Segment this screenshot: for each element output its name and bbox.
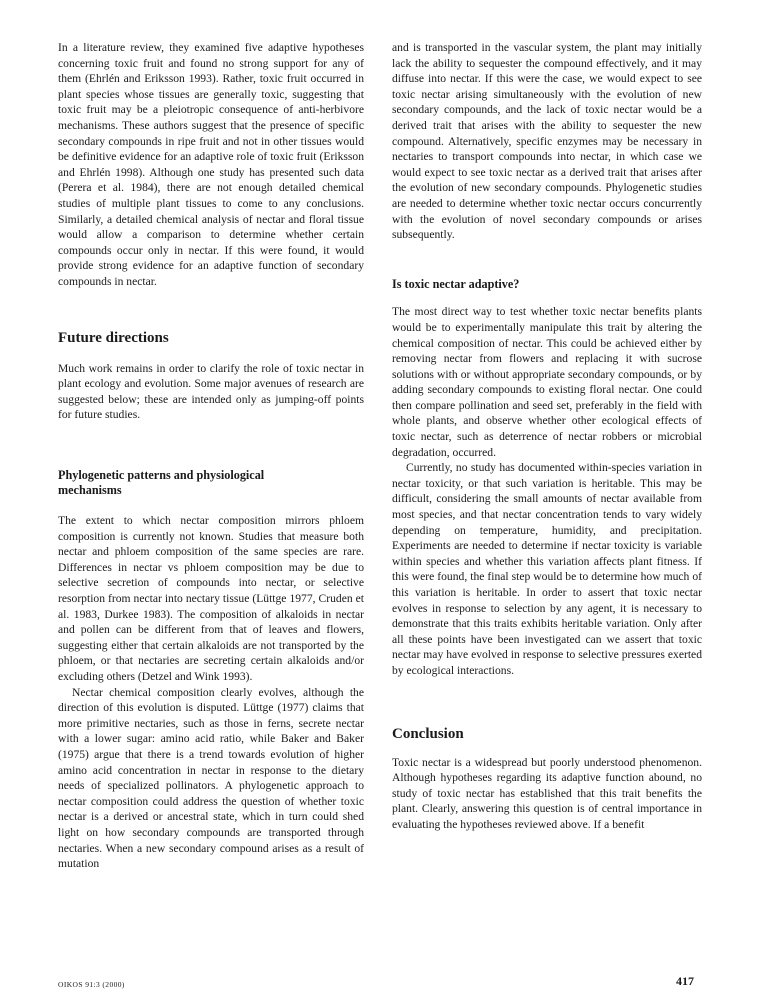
paragraph-toxic-fruit-review: In a literature review, they examined five adaptive hypotheses concerning toxic fruit and found no strong support for any of them (Ehrlén and Eriksson 1993). Rather, toxic fruit occurred in plant species whose tissues are generally toxic, suggesting that toxic fruit may be a pleiotropic consequence of anti-herbivore mechanisms. These authors suggest that the presence of specific secondary compounds in ripe fruit and not in other tissues would be definitive evidence for an adaptive role of toxic fruit (Eriksson and Ehrlén 1998). Although one study has presented such data (Perera et al. 1984), there are not enough detailed chemical studies of multiple plant tissues to come to any conclusions. Similarly, a detailed chemical analysis of nectar and floral tissue would allow a comparison to determine whether certain compounds occur only in nectar. If this were found, it would provide strong evidence for an adaptive function of secondary compounds in nectar.	[58, 41, 364, 288]
paragraph-conclusion: Toxic nectar is a widespread but poorly understood phenomenon. Although hypotheses regarding its adaptive function abound, no study of toxic nectar has established that this trait benefits the plant. Clearly, answering this question is of central importance in evaluating the hypotheses reviewed above. If a benefit	[392, 755, 702, 831]
paragraph-phylogenetic-1: The extent to which nectar composition mirrors phloem composition is currently not known. Studies that measure both nectar and phloem composition of the same species are rare. Differences in nectar vs phloem composition may be due to selective secretion of compounds into nectar, or selective resorption from nectar into nectary tissue (Lüttge 1977, Cruden et al. 1983, Durkee 1983). The composition of alkaloids in nectar and pollen can be different from that of leaves and flowers, suggesting either that certain alkaloids are not transported by the phloem, or that nectaries are secreting certain alkaloids and/or excluding others (Detzel and Wink 1993).	[58, 514, 364, 683]
paragraph-future-directions: Much work remains in order to clarify the role of toxic nectar in plant ecology and evolution. Some major avenues of research are suggested below; these are intended only as jumping-off points for future studies.	[58, 361, 364, 422]
heading-future-directions: Future directions	[58, 329, 169, 346]
heading-is-toxic-nectar-adaptive: Is toxic nectar adaptive?	[392, 276, 520, 291]
paragraph-phylogenetic-2: Nectar chemical composition clearly evolves, although the direction of this evolution is disputed. Lüttge (1977) claims that more primitive nectaries, such as those in ferns, secrete nectar with a lower sugar: amino acid ratio, while Baker and Baker (1975) argue that there is a trend towards evolution of higher amino acid concentration in nectar in response to the dietary needs of specialized pollinators. A phylogenetic approach to nectar composition could address the question of whether toxic nectar is a derived or ancestral state, which in turn could shed light on how secondary compounds are transported through nectaries. When a new secondary compound arises as a result of mutation	[58, 685, 364, 871]
paragraph-adaptive-2: Currently, no study has documented within-species variation in nectar toxicity, or that such variation is heritable. This may be difficult, considering the small amounts of nectar available from most species, and that nectar concentration tends to vary widely depending on temperature, humidity, and precipitation. Experiments are needed to determine if nectar toxicity is variable within species and whether this variation affects plant fitness. If this were found, the final step would be to determine how much of this variation is heritable. In order to assert that toxic nectar evolves in response to selection by any agent, it is necessary to demonstrate that this traits exhibits heritable variation. Only after all these points have been investigated can we assert that toxic nectar may have evolved in response to selective pressures exerted by ecological interactions.	[392, 461, 702, 677]
right-column	[392, 40, 702, 833]
left-column	[58, 40, 364, 872]
paragraph-transport-continued: and is transported in the vascular system, the plant may initially lack the ability to sequester the compound effectively, and it may diffuse into nectar. If this were the case, we would expect to see toxic nectar arising simultaneously with the evolution of new secondary compounds, and the lack of toxic nectar would be a derived trait that arises with the ability to sequester the new compound. Alternatively, specific enzymes may be necessary in nectaries to transport compounds into nectar, in which case we would expect to see toxic nectar as a derived trait that arises after the evolution of new secondary compounds. Phylogenetic studies are needed to determine whether toxic nectar occurs concurrently with the evolution of novel secondary compounds or arises subsequently.	[392, 41, 702, 242]
heading-phylogenetic-patterns: Phylogenetic patterns and physiological mechanisms	[58, 467, 265, 498]
journal-citation: OIKOS 91:3 (2000)	[58, 980, 125, 989]
heading-conclusion: Conclusion	[392, 725, 464, 742]
page-number: 417	[676, 974, 694, 988]
paragraph-adaptive-1: The most direct way to test whether toxic nectar benefits plants would be to experimentally manipulate this trait by altering the chemical composition of nectar. This could be achieved either by removing nectar from flowers and replacing it with sucrose solutions with or without appropriate secondary compounds, or by adding secondary compounds to existing floral nectar. One could then compare pollination and seed set, preferably in the field with whole plants, and observe whether other ecological effects of toxic nectar, such as deterrence of nectar robbers or microbial degradation, occurred.	[392, 305, 702, 459]
